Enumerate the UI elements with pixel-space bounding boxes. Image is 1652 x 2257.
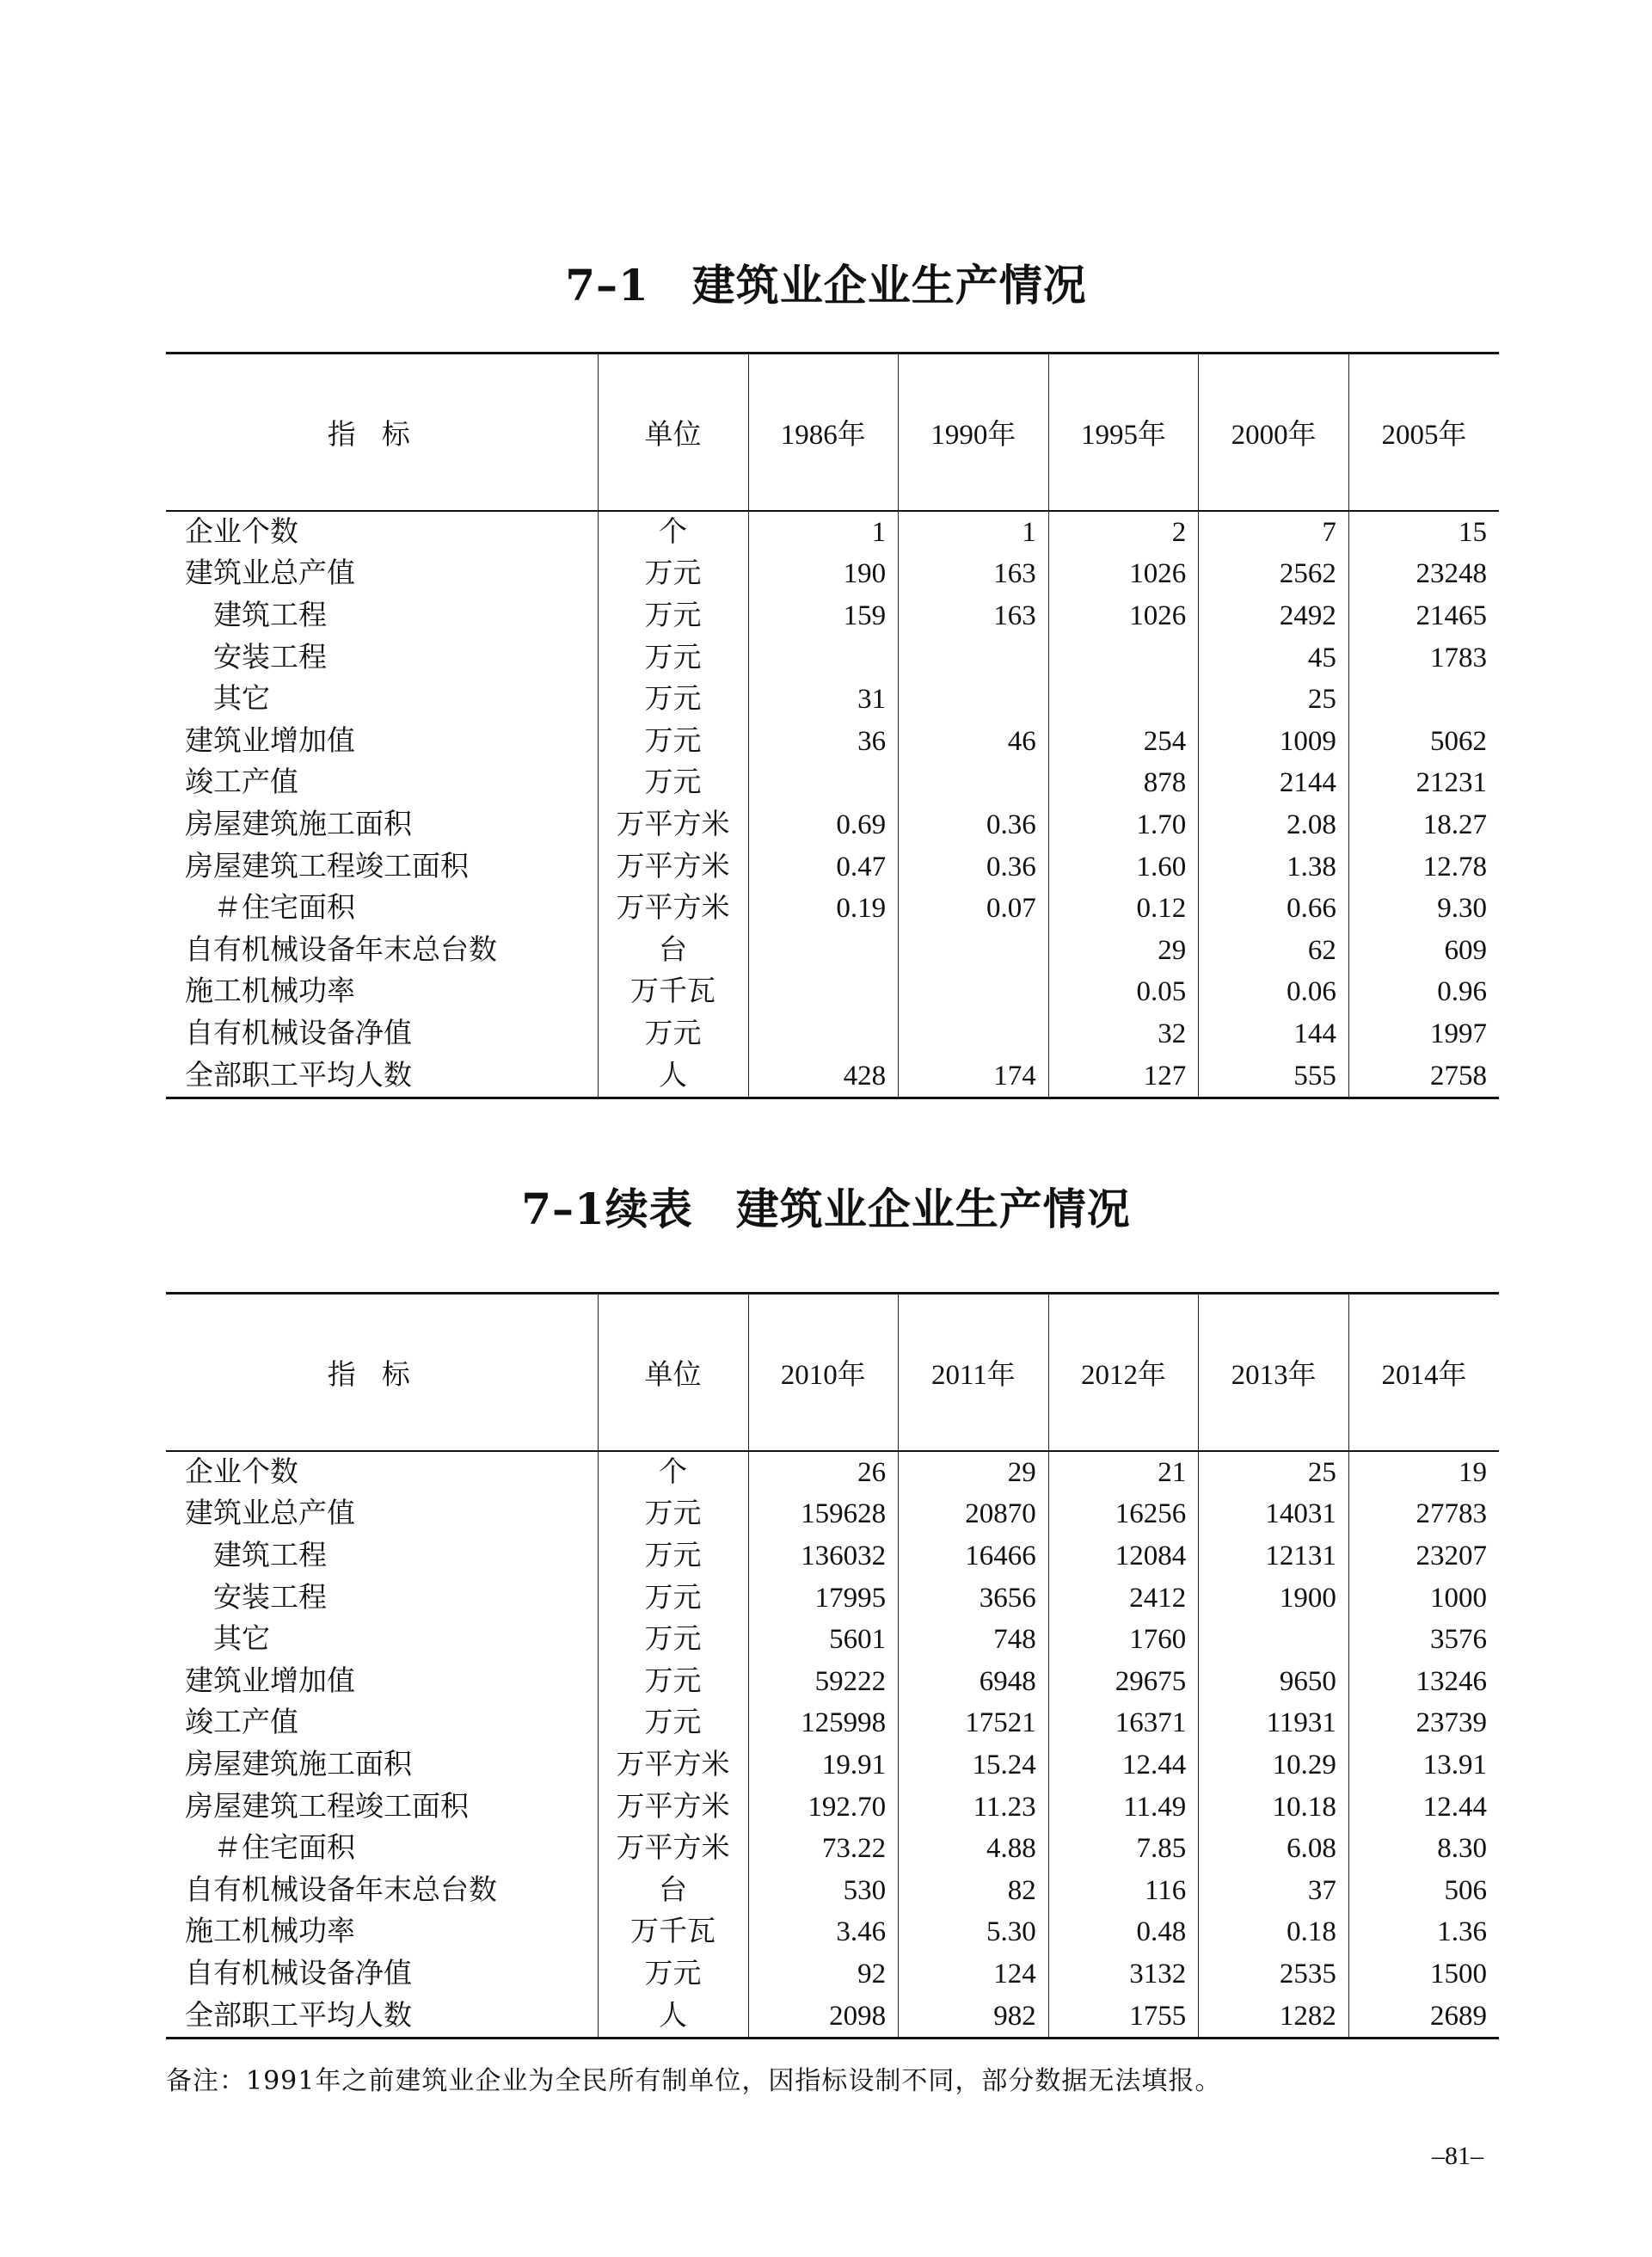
table-row — [166, 1055, 1499, 1098]
table-row — [166, 1912, 1499, 1954]
row-value: 159 — [748, 595, 899, 637]
row-value — [1048, 679, 1199, 721]
row-unit: 万元 — [598, 637, 748, 680]
row-value: 2492 — [1199, 595, 1349, 637]
row-unit: 万元 — [598, 679, 748, 721]
table-row — [166, 804, 1499, 846]
table2-header-year: 2012年 — [1048, 1294, 1199, 1452]
row-indicator: 竣工产值 — [185, 1707, 298, 1739]
table2-header-unit: 单位 — [598, 1294, 748, 1452]
row-value: 1500 — [1348, 1953, 1499, 1996]
row-value: 0.19 — [748, 888, 899, 930]
table2-header-row — [166, 1294, 1499, 1452]
row-value: 0.36 — [899, 846, 1049, 889]
row-unit: 个 — [598, 1451, 748, 1494]
row-value: 0.07 — [899, 888, 1049, 930]
table1-title — [0, 251, 1652, 313]
row-value: 3576 — [1348, 1619, 1499, 1661]
row-value: 2562 — [1199, 554, 1349, 596]
row-value: 609 — [1348, 930, 1499, 972]
row-indicator: 建筑业增加值 — [185, 1665, 355, 1697]
row-unit: 万平方米 — [598, 1787, 748, 1829]
row-value: 37 — [1199, 1870, 1349, 1912]
table-row — [166, 1703, 1499, 1745]
row-indicator: 安装工程 — [213, 642, 327, 673]
row-value: 45 — [1199, 637, 1349, 680]
row-unit: 万平方米 — [598, 804, 748, 846]
table-row — [166, 511, 1499, 554]
row-indicator: 全部职工平均人数 — [166, 1055, 598, 1098]
row-value: 19 — [1348, 1451, 1499, 1494]
row-value: 1009 — [1199, 721, 1349, 763]
row-value: 1 — [899, 511, 1049, 554]
row-value: 144 — [1199, 1013, 1349, 1055]
row-value: 1026 — [1048, 595, 1199, 637]
row-value: 46 — [899, 721, 1049, 763]
row-indicator: 企业个数 — [185, 516, 298, 548]
table-row — [166, 1870, 1499, 1912]
row-value: 9650 — [1199, 1661, 1349, 1703]
row-value — [899, 930, 1049, 972]
row-indicator: 房屋建筑施工面积 — [185, 1749, 412, 1780]
row-value — [899, 763, 1049, 805]
row-value: 21231 — [1348, 763, 1499, 805]
row-value: 92 — [748, 1953, 899, 1996]
row-unit: 万千瓦 — [598, 1912, 748, 1954]
table1 — [166, 352, 1499, 1099]
row-value: 125998 — [748, 1703, 899, 1745]
row-value — [748, 972, 899, 1014]
row-value: 12084 — [1048, 1535, 1199, 1577]
row-value: 21465 — [1348, 595, 1499, 637]
row-value: 530 — [748, 1870, 899, 1912]
table-row — [166, 1577, 1499, 1620]
row-value: 25 — [1199, 1451, 1349, 1494]
row-indicator: 建筑工程 — [213, 600, 327, 631]
row-indicator: 自有机械设备年末总台数 — [185, 1874, 497, 1906]
row-indicator: 自有机械设备年末总台数 — [185, 934, 497, 966]
table2-title-number: 7–1续表 — [521, 1184, 693, 1234]
row-indicator: ＃住宅面积 — [213, 1833, 355, 1865]
row-value: 12.78 — [1348, 846, 1499, 889]
row-value: 748 — [899, 1619, 1049, 1661]
row-value: 1755 — [1048, 1996, 1199, 2039]
row-indicator: 安装工程 — [213, 1582, 327, 1614]
row-value: 29675 — [1048, 1661, 1199, 1703]
row-value: 59222 — [748, 1661, 899, 1703]
table-row — [166, 972, 1499, 1014]
table1-header-year: 2000年 — [1199, 354, 1349, 512]
row-unit: 万平方米 — [598, 846, 748, 889]
row-value: 25 — [1199, 679, 1349, 721]
row-unit: 万元 — [598, 1953, 748, 1996]
row-value: 7.85 — [1048, 1828, 1199, 1870]
row-value: 12.44 — [1048, 1744, 1199, 1787]
row-value: 2.08 — [1199, 804, 1349, 846]
table2-title-text: 建筑业企业生产情况 — [735, 1184, 1131, 1234]
row-unit: 万千瓦 — [598, 972, 748, 1014]
footnote: 备注：1991年之前建筑业企业为全民所有制单位，因指标设制不同，部分数据无法填报。 — [166, 2066, 1222, 2096]
row-unit: 万元 — [598, 1619, 748, 1661]
row-indicator: 企业个数 — [185, 1456, 298, 1488]
table1-header-year: 2005年 — [1348, 354, 1499, 512]
table-row — [166, 1953, 1499, 1996]
row-value: 31 — [748, 679, 899, 721]
row-value: 0.18 — [1199, 1912, 1349, 1954]
row-value: 19.91 — [748, 1744, 899, 1787]
table-row — [166, 1619, 1499, 1661]
row-indicator: 全部职工平均人数 — [166, 1996, 598, 2039]
row-value: 23207 — [1348, 1535, 1499, 1577]
row-value: 1.70 — [1048, 804, 1199, 846]
table-row — [166, 763, 1499, 805]
row-value: 62 — [1199, 930, 1349, 972]
row-unit: 万平方米 — [598, 1744, 748, 1787]
row-value: 32 — [1048, 1013, 1199, 1055]
row-unit: 万元 — [598, 554, 748, 596]
table1-header-year: 1990年 — [899, 354, 1049, 512]
row-value: 136032 — [748, 1535, 899, 1577]
table1-title-text: 建筑业企业生产情况 — [691, 260, 1087, 311]
row-value: 12.44 — [1348, 1787, 1499, 1829]
row-value: 2 — [1048, 511, 1199, 554]
row-value: 2412 — [1048, 1577, 1199, 1620]
row-value: 116 — [1048, 1870, 1199, 1912]
row-value: 27783 — [1348, 1494, 1499, 1536]
row-value: 15 — [1348, 511, 1499, 554]
table-row — [166, 1013, 1499, 1055]
table-row — [166, 1787, 1499, 1829]
table-row — [166, 1451, 1499, 1494]
row-value: 17995 — [748, 1577, 899, 1620]
table1-header-year: 1986年 — [748, 354, 899, 512]
table-row — [166, 888, 1499, 930]
table2-header-year: 2010年 — [748, 1294, 899, 1452]
row-value: 10.18 — [1199, 1787, 1349, 1829]
row-value: 127 — [1048, 1055, 1199, 1098]
row-unit: 个 — [598, 511, 748, 554]
row-value: 0.66 — [1199, 888, 1349, 930]
row-value: 15.24 — [899, 1744, 1049, 1787]
row-value: 7 — [1199, 511, 1349, 554]
row-value: 1.36 — [1348, 1912, 1499, 1954]
row-indicator: 自有机械设备净值 — [185, 1958, 412, 1989]
row-value — [748, 637, 899, 680]
row-value — [899, 679, 1049, 721]
row-value: 21 — [1048, 1451, 1199, 1494]
row-value — [748, 1013, 899, 1055]
table1-header-year: 1995年 — [1048, 354, 1199, 512]
row-value: 3132 — [1048, 1953, 1199, 1996]
row-value: 9.30 — [1348, 888, 1499, 930]
row-indicator: 自有机械设备净值 — [185, 1018, 412, 1049]
row-unit: 万元 — [598, 1577, 748, 1620]
row-unit: 万元 — [598, 1535, 748, 1577]
table1-header-indicator: 指标 — [166, 354, 598, 512]
row-value: 982 — [899, 1996, 1049, 2039]
row-value: 506 — [1348, 1870, 1499, 1912]
row-value — [748, 763, 899, 805]
row-value — [899, 1013, 1049, 1055]
row-value: 124 — [899, 1953, 1049, 1996]
row-value: 17521 — [899, 1703, 1049, 1745]
row-value: 1026 — [1048, 554, 1199, 596]
row-value: 20870 — [899, 1494, 1049, 1536]
row-value: 5062 — [1348, 721, 1499, 763]
table2-header-year: 2014年 — [1348, 1294, 1499, 1452]
row-unit: 万元 — [598, 763, 748, 805]
table-row — [166, 1661, 1499, 1703]
row-value: 1783 — [1348, 637, 1499, 680]
table-row — [166, 595, 1499, 637]
row-value: 1.60 — [1048, 846, 1199, 889]
row-value: 6948 — [899, 1661, 1049, 1703]
table-row — [166, 1744, 1499, 1787]
row-value: 2535 — [1199, 1953, 1349, 1996]
row-value: 16371 — [1048, 1703, 1199, 1745]
row-unit: 万元 — [598, 1661, 748, 1703]
table-row — [166, 846, 1499, 889]
row-value: 1 — [748, 511, 899, 554]
row-value: 11.23 — [899, 1787, 1049, 1829]
row-value: 16256 — [1048, 1494, 1199, 1536]
row-unit: 台 — [598, 1870, 748, 1912]
row-indicator: 房屋建筑施工面积 — [185, 809, 412, 840]
row-value: 18.27 — [1348, 804, 1499, 846]
table2-header-year: 2013年 — [1199, 1294, 1349, 1452]
row-value: 174 — [899, 1055, 1049, 1098]
row-value: 26 — [748, 1451, 899, 1494]
table-row — [166, 1996, 1499, 2039]
row-value: 10.29 — [1199, 1744, 1349, 1787]
row-value: 6.08 — [1199, 1828, 1349, 1870]
table2-title — [0, 1175, 1652, 1237]
row-value: 1997 — [1348, 1013, 1499, 1055]
row-value: 29 — [1048, 930, 1199, 972]
table-row — [166, 679, 1499, 721]
row-value: 73.22 — [748, 1828, 899, 1870]
row-value: 2144 — [1199, 763, 1349, 805]
row-value — [1348, 679, 1499, 721]
row-value: 1760 — [1048, 1619, 1199, 1661]
row-value: 36 — [748, 721, 899, 763]
row-value: 0.96 — [1348, 972, 1499, 1014]
table2-header-year: 2011年 — [899, 1294, 1049, 1452]
row-unit: 万平方米 — [598, 1828, 748, 1870]
row-value: 4.88 — [899, 1828, 1049, 1870]
table1-header-unit: 单位 — [598, 354, 748, 512]
row-value: 2098 — [748, 1996, 899, 2039]
table-row — [166, 721, 1499, 763]
row-indicator: 建筑工程 — [213, 1540, 327, 1571]
table-row — [166, 554, 1499, 596]
table2-body — [166, 1451, 1499, 2039]
row-value: 0.69 — [748, 804, 899, 846]
table1-header-row — [166, 354, 1499, 512]
row-value: 2689 — [1348, 1996, 1499, 2039]
row-value: 13.91 — [1348, 1744, 1499, 1787]
row-value: 23248 — [1348, 554, 1499, 596]
row-value: 5601 — [748, 1619, 899, 1661]
row-value: 2758 — [1348, 1055, 1499, 1098]
row-unit: 台 — [598, 930, 748, 972]
row-value: 3.46 — [748, 1912, 899, 1954]
row-value: 1282 — [1199, 1996, 1349, 2039]
row-value: 82 — [899, 1870, 1049, 1912]
row-unit: 万元 — [598, 595, 748, 637]
table-row — [166, 637, 1499, 680]
row-value: 8.30 — [1348, 1828, 1499, 1870]
row-indicator: 建筑业总产值 — [185, 558, 355, 590]
row-indicator: 房屋建筑工程竣工面积 — [185, 851, 469, 883]
row-value: 5.30 — [899, 1912, 1049, 1954]
row-value — [899, 637, 1049, 680]
row-value — [899, 972, 1049, 1014]
row-value: 16466 — [899, 1535, 1049, 1577]
row-value: 23739 — [1348, 1703, 1499, 1745]
row-unit: 人 — [598, 1996, 748, 2039]
row-value: 254 — [1048, 721, 1199, 763]
row-indicator: 其它 — [213, 1624, 270, 1656]
row-value: 11.49 — [1048, 1787, 1199, 1829]
row-value: 0.12 — [1048, 888, 1199, 930]
row-unit: 万元 — [598, 721, 748, 763]
row-indicator: 建筑业增加值 — [185, 725, 355, 757]
row-unit: 人 — [598, 1055, 748, 1098]
table-row — [166, 930, 1499, 972]
row-value: 163 — [899, 595, 1049, 637]
row-value — [748, 930, 899, 972]
row-indicator: 其它 — [213, 684, 270, 716]
row-value: 1000 — [1348, 1577, 1499, 1620]
row-value: 190 — [748, 554, 899, 596]
row-value: 11931 — [1199, 1703, 1349, 1745]
row-indicator: 施工机械功率 — [185, 1916, 355, 1948]
row-value: 163 — [899, 554, 1049, 596]
row-value: 878 — [1048, 763, 1199, 805]
row-indicator: ＃住宅面积 — [213, 893, 355, 925]
row-unit: 万平方米 — [598, 888, 748, 930]
row-value: 0.06 — [1199, 972, 1349, 1014]
row-value: 1.38 — [1199, 846, 1349, 889]
table2 — [166, 1292, 1499, 2039]
row-value: 3656 — [899, 1577, 1049, 1620]
row-indicator: 建筑业总产值 — [185, 1498, 355, 1530]
row-value: 0.36 — [899, 804, 1049, 846]
row-value: 13246 — [1348, 1661, 1499, 1703]
row-unit: 万元 — [598, 1013, 748, 1055]
table-row — [166, 1494, 1499, 1536]
table-row — [166, 1828, 1499, 1870]
row-unit: 万元 — [598, 1494, 748, 1536]
row-value: 14031 — [1199, 1494, 1349, 1536]
row-value: 192.70 — [748, 1787, 899, 1829]
row-value — [1048, 637, 1199, 680]
row-value: 1900 — [1199, 1577, 1349, 1620]
row-value: 428 — [748, 1055, 899, 1098]
row-value: 29 — [899, 1451, 1049, 1494]
table2-header-indicator: 指标 — [166, 1294, 598, 1452]
row-unit: 万元 — [598, 1703, 748, 1745]
row-indicator: 施工机械功率 — [185, 976, 355, 1008]
row-value: 12131 — [1199, 1535, 1349, 1577]
row-value: 159628 — [748, 1494, 899, 1536]
row-value: 0.47 — [748, 846, 899, 889]
row-value: 555 — [1199, 1055, 1349, 1098]
row-value: 0.48 — [1048, 1912, 1199, 1954]
row-value: 0.05 — [1048, 972, 1199, 1014]
page-number: –81– — [1432, 2142, 1483, 2170]
table1-body — [166, 511, 1499, 1098]
table1-title-number: 7–1 — [565, 260, 649, 311]
table-row — [166, 1535, 1499, 1577]
row-indicator: 房屋建筑工程竣工面积 — [185, 1791, 469, 1823]
row-value — [1199, 1619, 1349, 1661]
row-indicator: 竣工产值 — [185, 767, 298, 799]
